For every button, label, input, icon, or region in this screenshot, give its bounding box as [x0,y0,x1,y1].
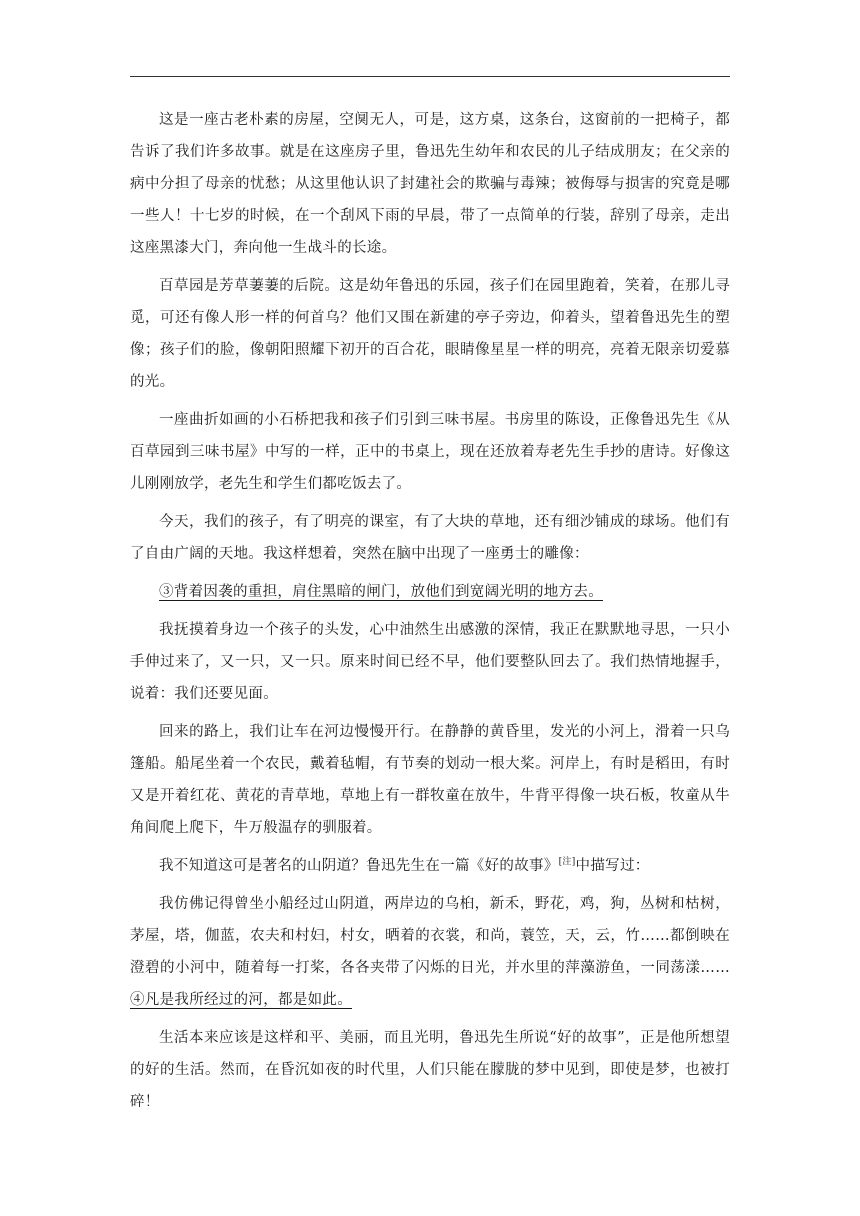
quote-text: 我仿佛记得曾坐小船经过山阴道，两岸边的乌桕，新禾，野花，鸡，狗，丛树和枯树，茅屋，塔，伽蓝，农夫和村妇，村女，晒着的衣裳，和尚，蓑笠，天，云，竹……都倒映在澄碧的小河中，随着每一打桨，各各夹带了闪烁的日光，并水里的萍藻游鱼，一同荡漾…… [130,896,730,976]
paragraph-2: 百草园是芳草萋萋的后院。这是幼年鲁迅的乐园，孩子们在园里跑着，笑着，在那儿寻觅，可还有像人形一样的何首乌？他们又围在新建的亭子旁边，仰着头，望着鲁迅先生的塑像；孩子们的脸，像朝阳照耀下初开的百合花，眼睛像星星一样的明亮，亮着无限亲切爱慕的光。 [130,278,730,390]
paragraph-1: 这是一座古老朴素的房屋，空阒无人，可是，这方桌，这条台，这窗前的一把椅子，都告诉了我们许多故事。就是在这座房子里，鲁迅先生幼年和农民的儿子结成朋友；在父亲的病中分担了母亲的忧愁；从这里他认识了封建社会的欺骗与毒辣；被侮辱与损害的究竟是哪一些人！十七岁的时候，在一个刮风下雨的早晨，带了一点简单的行装，辞别了母亲，走出这座黑漆大门，奔向他一生战斗的长途。 [130,112,730,256]
header-rule [130,76,730,77]
paragraph-6: 我抚摸着身边一个孩子的头发，心中油然生出感激的深情，我正在默默地寻思，一只小手伸过来了，又一只，又一只。原来时间已经不早，他们要整队回去了。我们热情地握手，说着：我们还要见面。 [130,622,730,702]
paragraph-10: 生活本来应该是这样和平、美丽，而且光明，鲁迅先生所说“好的故事”，正是他所想望的好的生活。然而，在昏沉如夜的时代里，人们只能在朦胧的梦中见到，即使是梦，也被打碎！ [130,1030,730,1110]
paragraph-8-text-b: 中描写过： [575,858,650,874]
paragraph-4: 今天，我们的孩子，有了明亮的课室，有了大块的草地，还有细沙铺成的球场。他们有了自由广阔的天地。我这样想着，突然在脑中出现了一座勇士的雕像： [130,514,730,562]
footnote-marker: [注] [558,857,576,868]
paragraph-5-underlined-sentence [130,576,730,608]
paragraph-8 [130,850,730,882]
paragraph-7: 回来的路上，我们让车在河边慢慢开行。在静静的黄昏里，发光的小河上，滑着一只乌篷船。船尾坐着一个农民，戴着毡帽，有节奏的划动一根大桨。河岸上，有时是稻田，有时又是开着红花、黄花的青草地，草地上有一群牧童在放牛，牛背平得像一块石板，牧童从牛角间爬上爬下，牛万般温存的驯服着。 [130,724,730,836]
underlined-sentence-3: ③背着因袭的重担，肩住黑暗的闸门，放他们到宽阔光明的地方去。 [159,584,603,600]
underlined-sentence-4: ④凡是我所经过的河，都是如此。 [130,992,352,1008]
paragraph-3: 一座曲折如画的小石桥把我和孩子们引到三味书屋。书房里的陈设，正像鲁迅先生《从百草园到三味书屋》中写的一样，正中的书桌上，现在还放着寿老先生手抄的唐诗。好像这儿刚刚放学，老先生和学生们都吃饭去了。 [130,412,730,492]
paragraph-8-text-a: 我不知道这可是著名的山阴道？鲁迅先生在一篇《好的故事》 [159,858,559,874]
document-body [130,104,730,1124]
paragraph-9-quote [130,888,730,1016]
